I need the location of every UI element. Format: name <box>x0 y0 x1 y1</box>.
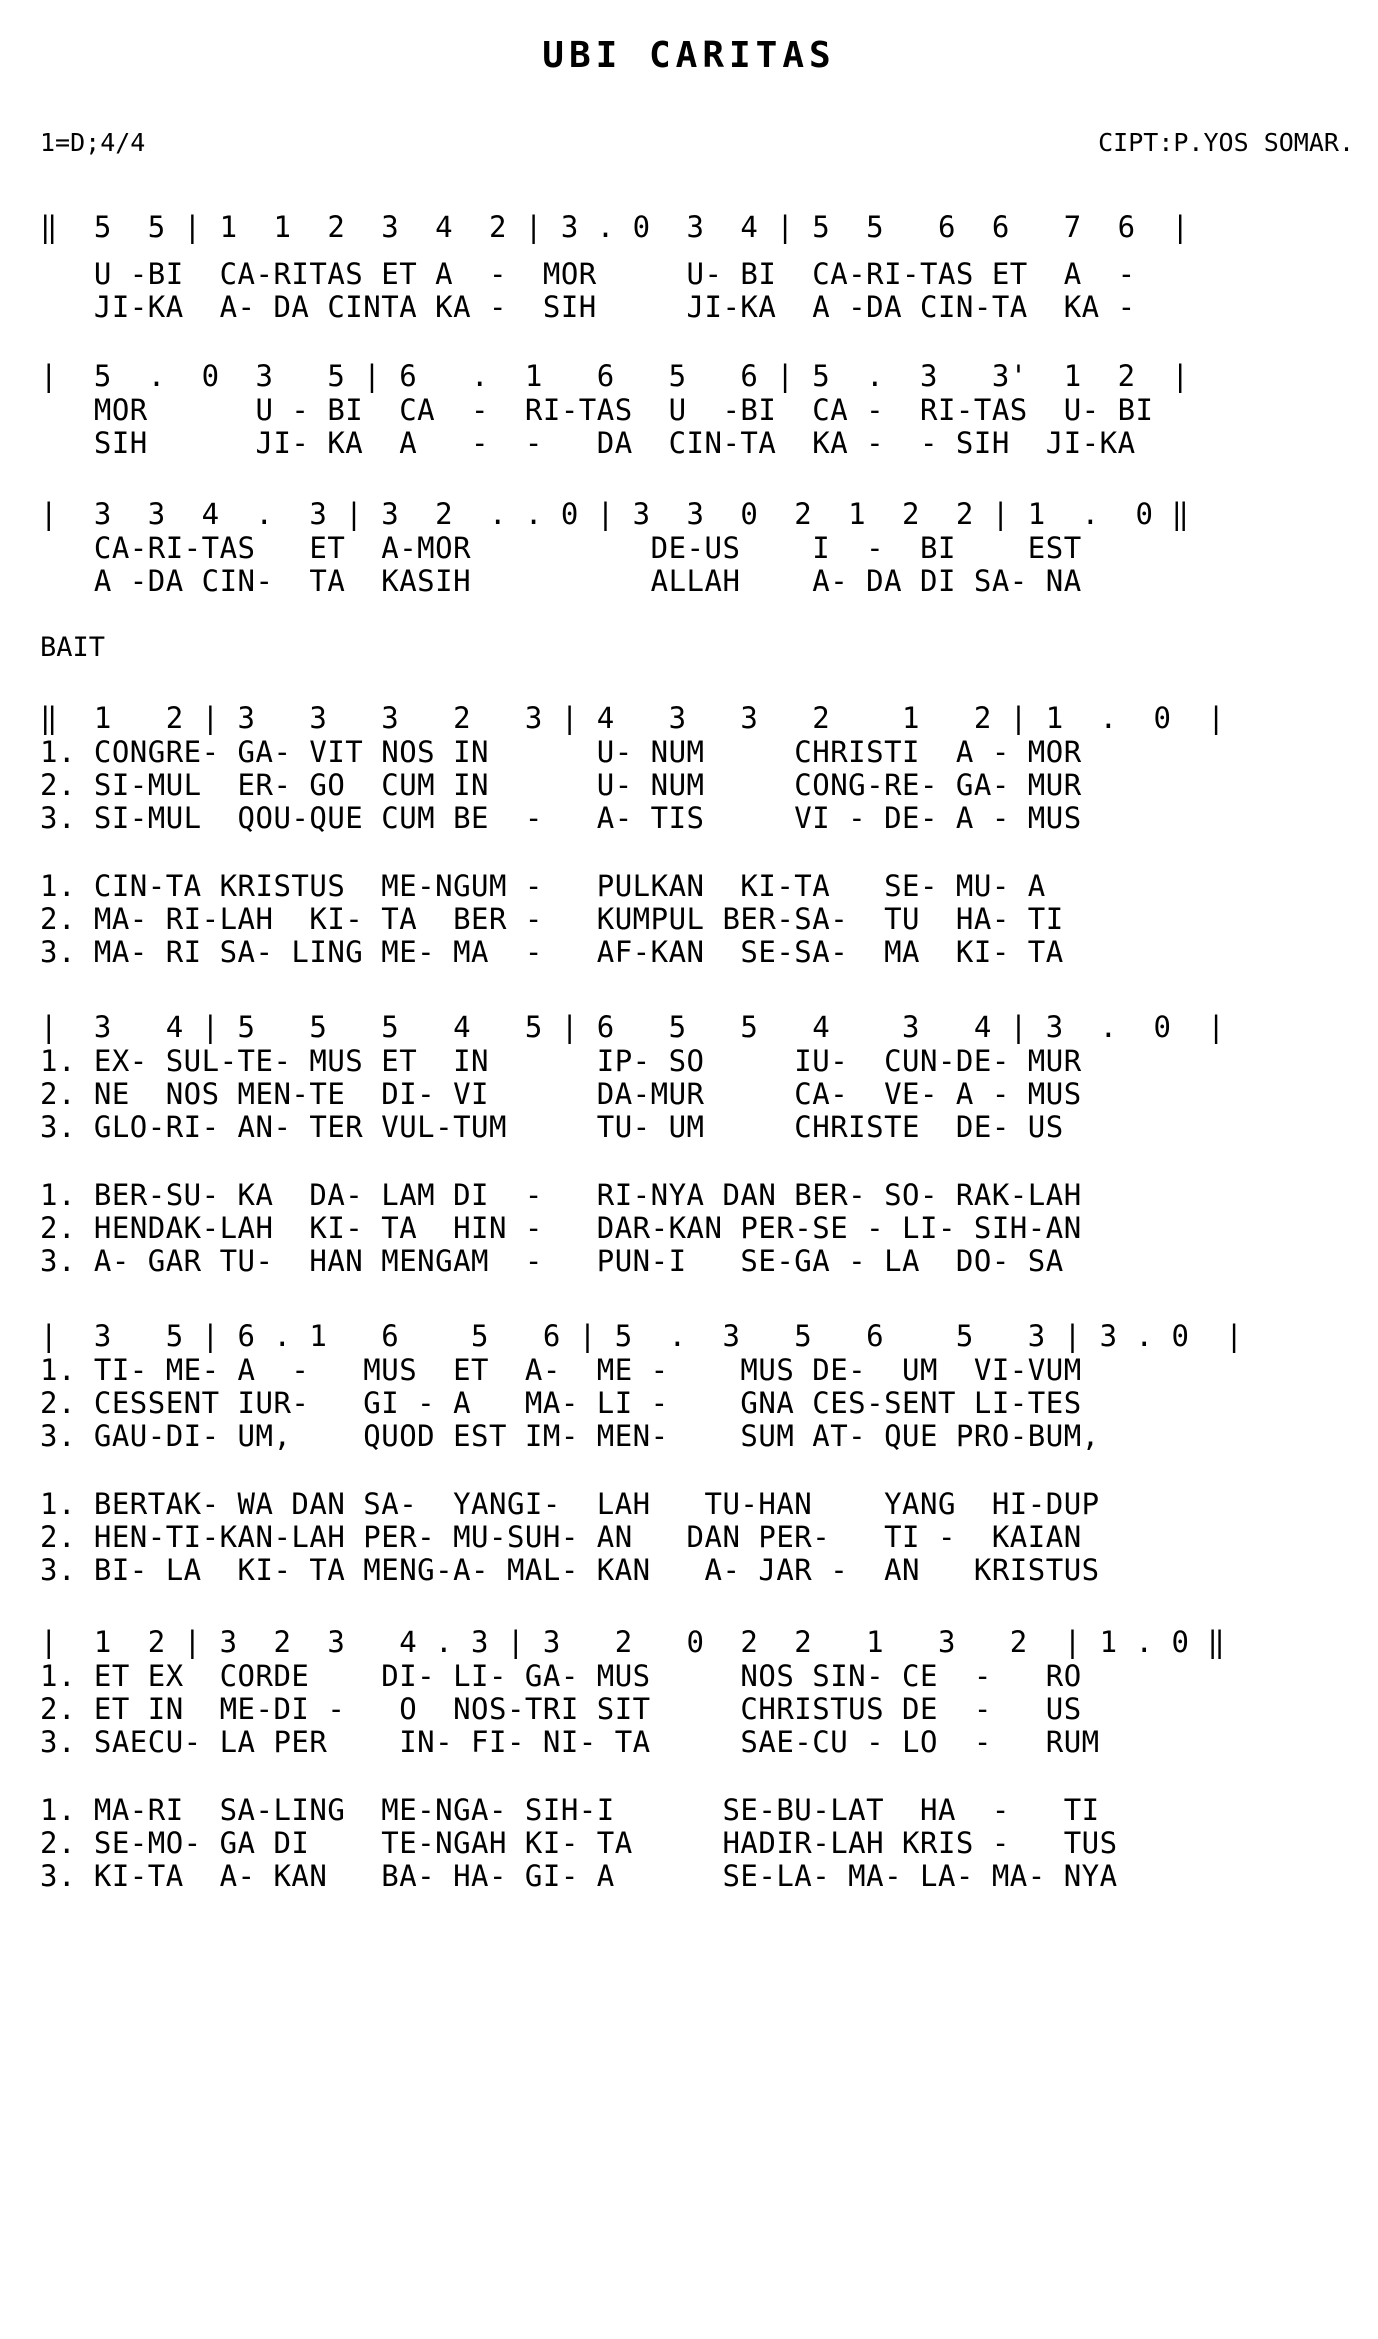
refrain-2-notes: | 5 . 0 3 5 | 6 . 1 6 5 6 | 5 . 3 3' 1 2 | <box>40 359 1190 393</box>
refrain-2-lyric-1: MOR U - BI CA - RI-TAS U -BI CA - RI-TAS U- BI <box>40 393 1154 427</box>
verse-2-lyric-3: 3. GLO-RI- AN- TER VUL-TUM TU- UM CHRISTE DE- US <box>40 1110 1064 1144</box>
verse-1-lyric-3: 3. SI-MUL QOU-QUE CUM BE - A- TIS VI - DE- A - MUS <box>40 801 1082 835</box>
verse-2-lyric-2: 2. NE NOS MEN-TE DI- VI DA-MUR CA- VE- A - MUS <box>40 1077 1082 1111</box>
verse-2-lyric-1: 1. EX- SUL-TE- MUS ET IN IP- SO IU- CUN-DE- MUR <box>40 1044 1082 1078</box>
verse-1-notes: ‖ 1 2 | 3 3 3 2 3 | 4 3 3 2 1 2 | 1 . 0 | <box>40 701 1226 735</box>
verse-4-translation-1: 1. MA-RI SA-LING ME-NGA- SIH-I SE-BU-LAT HA - TI <box>40 1793 1100 1827</box>
verse-4-notes: | 1 2 | 3 2 3 4 . 3 | 3 2 0 2 2 1 3 2 | 1 . 0 ‖ <box>40 1625 1226 1659</box>
verse-1-translation-2: 2. MA- RI-LAH KI- TA BER - KUMPUL BER-SA- TU HA- TI <box>40 902 1064 936</box>
composer-credit: CIPT:P.YOS SOMAR. <box>1098 128 1354 157</box>
refrain-1-lyric-2: JI-KA A- DA CINTA KA - SIH JI-KA A -DA CIN-TA KA - <box>40 290 1136 324</box>
verse-2-notes: | 3 4 | 5 5 5 4 5 | 6 5 5 4 3 4 | 3 . 0 | <box>40 1010 1226 1044</box>
verse-4-lyric-2: 2. ET IN ME-DI - O NOS-TRI SIT CHRISTUS DE - US <box>40 1692 1082 1726</box>
verse-2-translation-1: 1. BER-SU- KA DA- LAM DI - RI-NYA DAN BER- SO- RAK-LAH <box>40 1178 1082 1212</box>
verse-label: BAIT <box>40 632 106 663</box>
verse-2-translation-3: 3. A- GAR TU- HAN MENGAM - PUN-I SE-GA - LA DO- SA <box>40 1244 1064 1278</box>
verse-3-lyric-1: 1. TI- ME- A - MUS ET A- ME - MUS DE- UM VI-VUM <box>40 1353 1082 1387</box>
verse-3-translation-3: 3. BI- LA KI- TA MENG-A- MAL- KAN A- JAR - AN KRISTUS <box>40 1553 1100 1587</box>
refrain-1-notes: ‖ 5 5 | 1 1 2 3 4 2 | 3 . 0 3 4 | 5 5 6 6 7 6 | <box>40 210 1190 244</box>
verse-4-translation-3: 3. KI-TA A- KAN BA- HA- GI- A SE-LA- MA- LA- MA- NYA <box>40 1859 1118 1893</box>
verse-4-lyric-1: 1. ET EX CORDE DI- LI- GA- MUS NOS SIN- CE - RO <box>40 1659 1082 1693</box>
refrain-3-lyric-2: A -DA CIN- TA KASIH ALLAH A- DA DI SA- NA <box>40 564 1082 598</box>
refrain-3-notes: | 3 3 4 . 3 | 3 2 . . 0 | 3 3 0 2 1 2 2 | 1 . 0 ‖ <box>40 497 1190 531</box>
verse-1-translation-3: 3. MA- RI SA- LING ME- MA - AF-KAN SE-SA- MA KI- TA <box>40 935 1064 969</box>
refrain-3-lyric-1: CA-RI-TAS ET A-MOR DE-US I - BI EST <box>40 531 1082 565</box>
verse-2-translation-2: 2. HENDAK-LAH KI- TA HIN - DAR-KAN PER-SE - LI- SIH-AN <box>40 1211 1082 1245</box>
verse-1-lyric-1: 1. CONGRE- GA- VIT NOS IN U- NUM CHRISTI A - MOR <box>40 735 1082 769</box>
song-title: UBI CARITAS <box>542 35 836 76</box>
verse-3-lyric-3: 3. GAU-DI- UM, QUOD EST IM- MEN- SUM AT- QUE PRO-BUM, <box>40 1419 1100 1453</box>
verse-3-notes: | 3 5 | 6 . 1 6 5 6 | 5 . 3 5 6 5 3 | 3 . 0 | <box>40 1319 1244 1353</box>
verse-1-lyric-2: 2. SI-MUL ER- GO CUM IN U- NUM CONG-RE- GA- MUR <box>40 768 1082 802</box>
verse-4-translation-2: 2. SE-MO- GA DI TE-NGAH KI- TA HADIR-LAH KRIS - TUS <box>40 1826 1118 1860</box>
verse-1-translation-1: 1. CIN-TA KRISTUS ME-NGUM - PULKAN KI-TA SE- MU- A <box>40 869 1046 903</box>
verse-4-lyric-3: 3. SAECU- LA PER IN- FI- NI- TA SAE-CU - LO - RUM <box>40 1725 1100 1759</box>
refrain-1-lyric-1: U -BI CA-RITAS ET A - MOR U- BI CA-RI-TAS ET A - <box>40 257 1136 291</box>
refrain-2-lyric-2: SIH JI- KA A - - DA CIN-TA KA - - SIH JI-KA <box>40 426 1136 460</box>
verse-3-translation-1: 1. BERTAK- WA DAN SA- YANGI- LAH TU-HAN YANG HI-DUP <box>40 1487 1100 1521</box>
key-signature: 1=D;4/4 <box>40 128 146 157</box>
verse-3-translation-2: 2. HEN-TI-KAN-LAH PER- MU-SUH- AN DAN PER- TI - KAIAN <box>40 1520 1082 1554</box>
verse-3-lyric-2: 2. CESSENT IUR- GI - A MA- LI - GNA CES-SENT LI-TES <box>40 1386 1082 1420</box>
